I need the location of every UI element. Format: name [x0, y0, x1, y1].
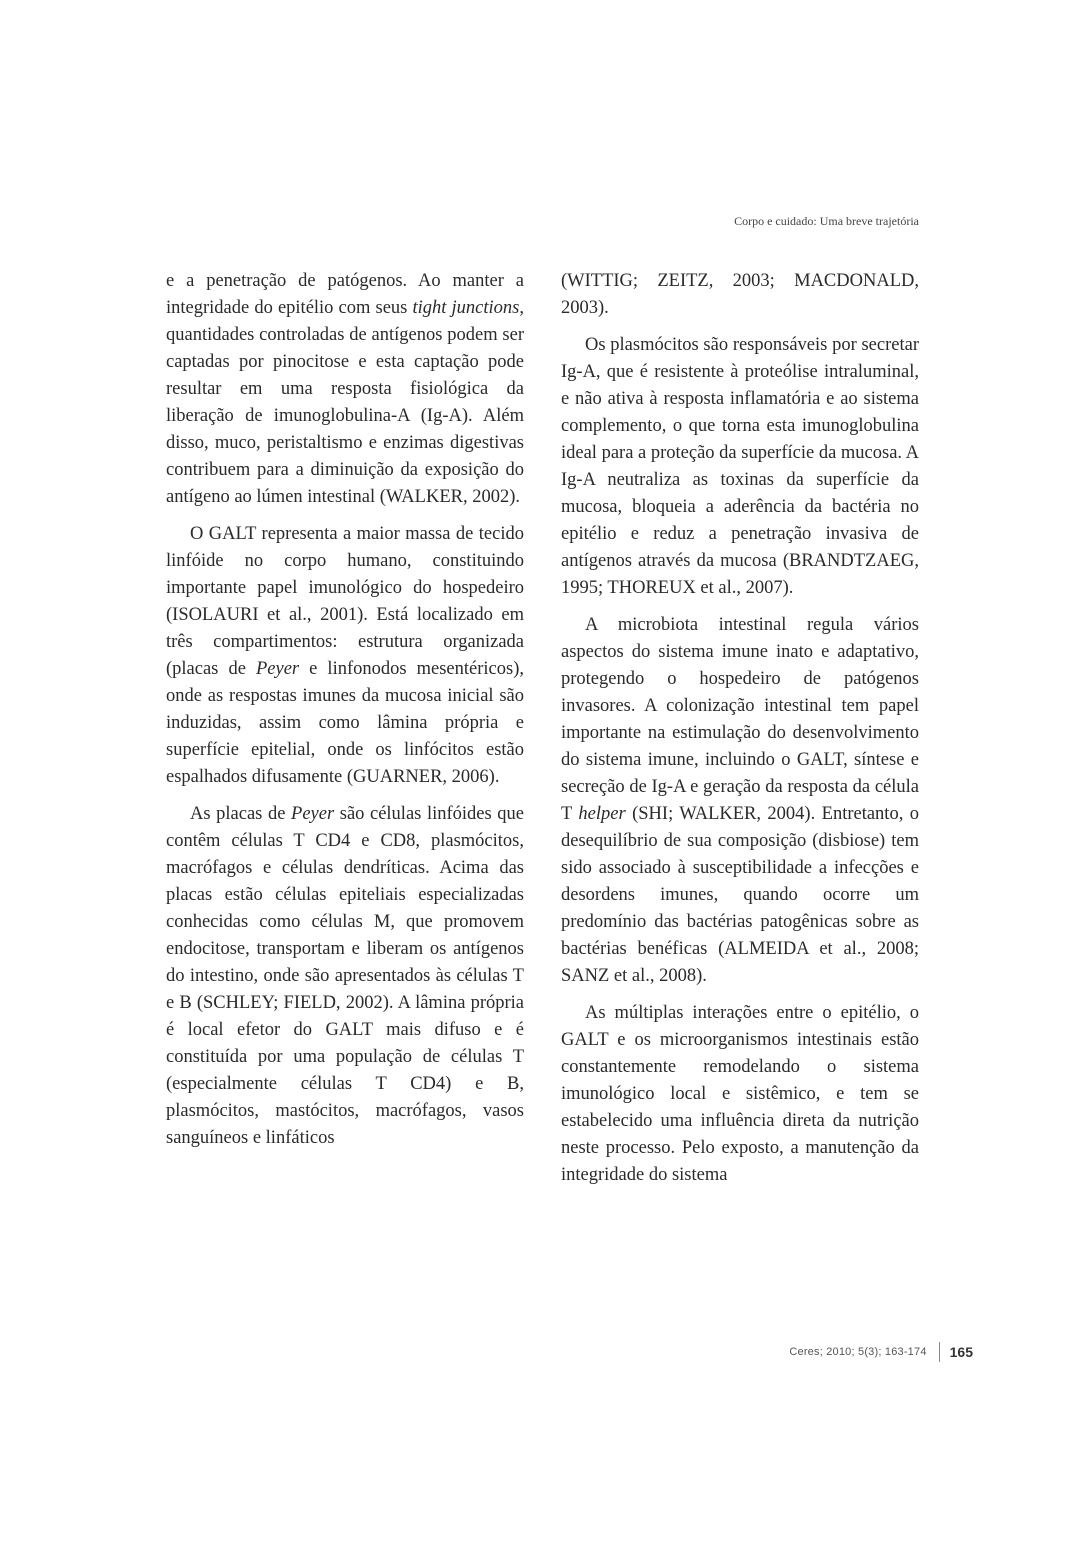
page-number: 165	[949, 1344, 973, 1360]
footer-divider	[939, 1342, 940, 1362]
paragraph: As múltiplas interações entre o epitélio, o GALT e os microorganismos intestinais estão constantemente remodelando o sistema imunológico local e sistêmico, e tem se estabelecido uma influência direta da nutrição neste processo. Pelo exposto, a manutenção da integridade do sistema	[561, 1003, 919, 1185]
left-column	[166, 268, 524, 1162]
page-footer	[789, 1342, 973, 1362]
paragraph: O GALT representa a maior massa de tecido linfóide no corpo humano, constituindo importante papel imunológico do hospedeiro (ISOLAURI et al., 2001). Está localizado em três compartimentos: estrutura organizada (placas de Peyer e linfonodos mesentéricos), onde as respostas imunes da mucosa inicial são induzidas, assim como lâmina própria e superfície epitelial, onde os linfócitos estão espalhados difusamente (GUARNER, 2006).	[166, 524, 524, 787]
right-column	[561, 268, 919, 1199]
paragraph: Os plasmócitos são responsáveis por secretar Ig-A, que é resistente à proteólise intraluminal, e não ativa à resposta inflamatória e ao sistema complemento, o que torna esta imunoglobulina ideal para a proteção da superfície da mucosa. A Ig-A neutraliza as toxinas da superfície da mucosa, bloqueia a aderência da bactéria no epitélio e reduz a penetração invasiva de antígenos através da mucosa (BRANDTZAEG, 1995; THOREUX et al., 2007).	[561, 335, 920, 598]
paragraph: (WITTIG; ZEITZ, 2003; MACDONALD, 2003).	[561, 271, 919, 318]
paragraph: e a penetração de patógenos. Ao manter a integridade do epitélio com seus tight junctions, quantidades controladas de antígenos podem ser captadas por pinocitose e esta captação pode resultar em uma resposta fisiológica da liberação de imunoglobulina-A (Ig-A). Além disso, muco, peristaltismo e enzimas digestivas contribuem para a diminuição da exposição do antígeno ao lúmen intestinal (WALKER, 2002).	[166, 271, 524, 507]
paragraph: A microbiota intestinal regula vários aspectos do sistema imune inato e adaptativo, protegendo o hospedeiro de patógenos invasores. A colonização intestinal tem papel importante na estimulação do desenvolvimento do sistema imune, incluindo o GALT, síntese e secreção de Ig-A e geração da resposta da célula T helper (SHI; WALKER, 2004). Entretanto, o desequilíbrio de sua composição (disbiose) tem sido associado à susceptibilidade a infecções e desordens imunes, quando ocorre um predomínio das bactérias patogênicas sobre as bactérias benéficas (ALMEIDA et al., 2008; SANZ et al., 2008).	[561, 615, 920, 986]
running-head: Corpo e cuidado: Uma breve trajetória	[734, 214, 919, 228]
journal-citation: Ceres; 2010; 5(3); 163-174	[789, 1346, 927, 1358]
paragraph: As placas de Peyer são células linfóides que contêm células T CD4 e CD8, plasmócitos, macrófagos e células dendríticas. Acima das placas estão células epiteliais especializadas conhecidas como células M, que promovem endocitose, transportam e liberam os antígenos do intestino, onde são apresentados às células T e B (SCHLEY; FIELD, 2002). A lâmina própria é local efetor do GALT mais difuso e é constituída por uma população de células T (especialmente células T CD4) e B, plasmócitos, mastócitos, macrófagos, vasos sanguíneos e linfáticos	[166, 804, 524, 1148]
